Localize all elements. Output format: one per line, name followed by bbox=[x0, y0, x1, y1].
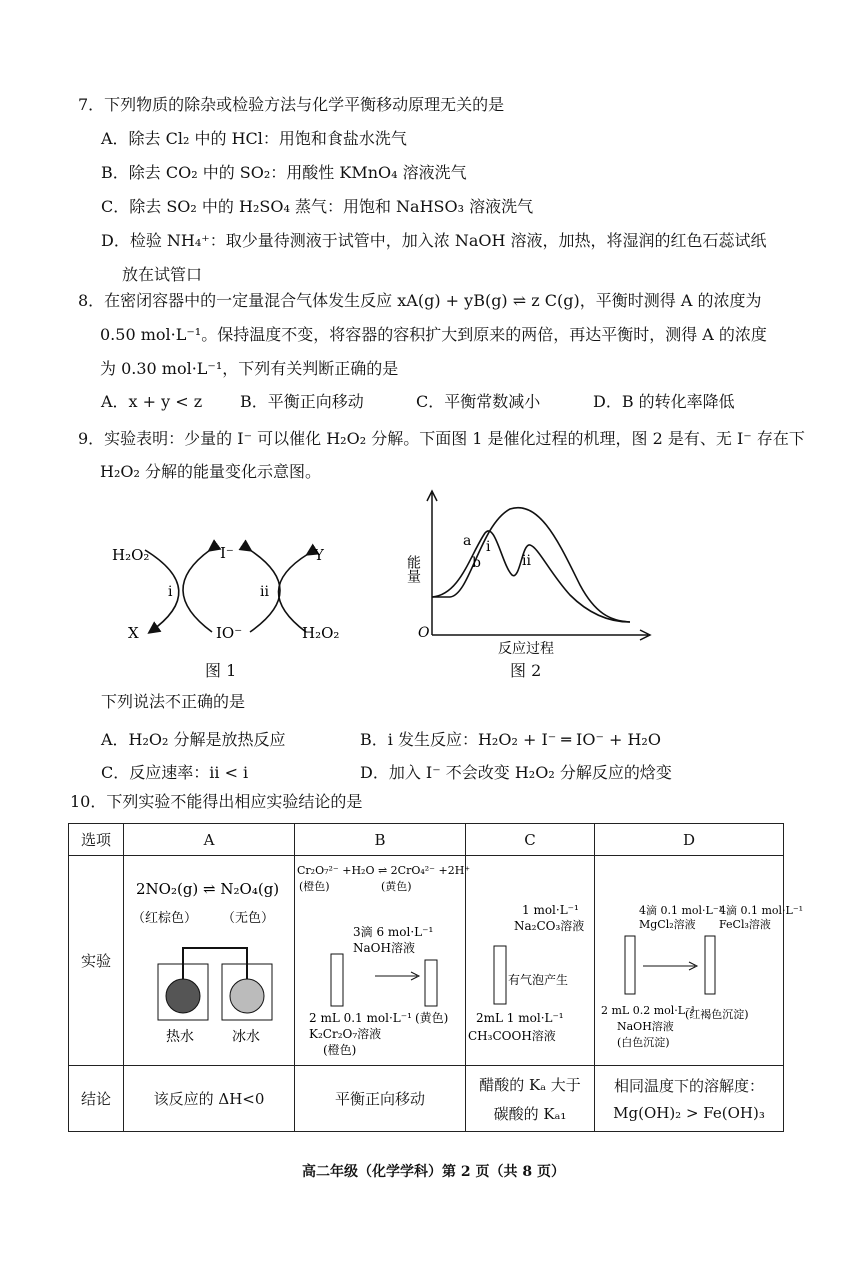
d-reagent2b: FeCl₃溶液 bbox=[719, 918, 771, 931]
header-b: B bbox=[295, 824, 466, 856]
fig1-arc-right-b bbox=[278, 554, 308, 632]
d-reagent1b: MgCl₂溶液 bbox=[639, 918, 696, 931]
header-a: A bbox=[124, 824, 295, 856]
c-reagent2: Na₂CO₃溶液 bbox=[514, 919, 585, 933]
conclusion-d-line2: Mg(OH)₂ > Fe(OH)₃ bbox=[613, 1104, 765, 1122]
a-hot-water: 热水 bbox=[166, 1029, 194, 1045]
q10-stem: 10．下列实验不能得出相应实验结论的是 bbox=[70, 792, 363, 811]
d-reagent1a: 4滴 0.1 mol·L⁻¹ bbox=[639, 904, 724, 917]
cell-b-experiment bbox=[295, 856, 471, 1066]
q8-stem-line2: 0.50 mol·L⁻¹。保持温度不变，将容器的容积扩大到原来的两倍，再达平衡时，测得 A 的浓度 bbox=[100, 325, 767, 344]
experiment-table bbox=[68, 823, 804, 1132]
experiment-a-figure bbox=[124, 856, 294, 1061]
fig2-caption: 图 2 bbox=[510, 661, 542, 680]
c-reagent1: 1 mol·L⁻¹ bbox=[522, 903, 579, 917]
c-vol2: CH₃COOH溶液 bbox=[468, 1029, 556, 1043]
fig1-step-ii: ii bbox=[260, 584, 269, 600]
conclusion-a: 该反应的 ΔH<0 bbox=[124, 1066, 295, 1132]
d-vol2: NaOH溶液 bbox=[617, 1020, 674, 1033]
header-option: 选项 bbox=[69, 824, 124, 856]
b-yellow-result: (黄色) bbox=[415, 1011, 449, 1025]
a-equation: 2NO₂(g) ⇌ N₂O₄(g) bbox=[136, 880, 280, 898]
q9-option-d: D．加入 I⁻ 不会改变 H₂O₂ 分解反应的焓变 bbox=[360, 763, 672, 782]
q7-option-c: C．除去 SO₂ 中的 H₂SO₄ 蒸气：用饱和 NaHSO₃ 溶液洗气 bbox=[101, 197, 534, 216]
q8-stem-line1: 8．在密闭容器中的一定量混合气体发生反应 xA(g) + yB(g) ⇌ z C(g)，平衡时测得 A 的浓度为 bbox=[78, 291, 762, 310]
fig1-arc-left bbox=[145, 550, 179, 632]
d-red-precip: (红褐色沉淀) bbox=[685, 1008, 749, 1021]
fig1-i-minus: I⁻ bbox=[220, 544, 234, 562]
a-ice-water: 冰水 bbox=[232, 1029, 260, 1045]
fig2-label-a: a bbox=[463, 533, 472, 549]
fig1-x: X bbox=[128, 624, 139, 642]
fig2-curve-b bbox=[432, 531, 630, 622]
q8-option-c: C．平衡常数减小 bbox=[416, 392, 541, 411]
b-vol1: 2 mL 0.1 mol·L⁻¹ bbox=[309, 1011, 412, 1025]
conclusion-d bbox=[595, 1066, 784, 1132]
cell-c-experiment bbox=[466, 856, 595, 1066]
row-label-conclusion: 结论 bbox=[69, 1066, 124, 1132]
fig2-label-b: b bbox=[472, 555, 481, 571]
q9-stem-line2: H₂O₂ 分解的能量变化示意图。 bbox=[100, 462, 321, 481]
q8-option-d: D．B 的转化率降低 bbox=[593, 392, 735, 411]
cell-a-experiment bbox=[124, 856, 295, 1066]
header-c: C bbox=[466, 824, 595, 856]
conclusion-d-line1: 相同温度下的溶解度： bbox=[613, 1077, 764, 1095]
q7-option-d: D．检验 NH₄⁺：取少量待测液于试管中，加入浓 NaOH 溶液，加热，将湿润的红色石蕊试纸 bbox=[101, 231, 767, 250]
cell-d-experiment bbox=[595, 856, 804, 1066]
header-d: D bbox=[595, 824, 784, 856]
c-bubble: 有气泡产生 bbox=[508, 973, 569, 987]
b-vol3: (橙色) bbox=[323, 1043, 357, 1057]
q9-option-a: A．H₂O₂ 分解是放热反应 bbox=[101, 730, 286, 749]
b-equation: Cr₂O₇²⁻ +H₂O ⇌ 2CrO₄²⁻ +2H⁺ bbox=[297, 864, 471, 877]
fig1-h2o2-left: H₂O₂ bbox=[112, 546, 150, 564]
figure-1-mechanism bbox=[100, 530, 370, 650]
conclusion-c bbox=[466, 1066, 595, 1132]
fig2-xlabel: 反应过程 bbox=[498, 641, 554, 657]
q9-stem-line1: 9．实验表明：少量的 I⁻ 可以催化 H₂O₂ 分解。下面图 1 是催化过程的机理，图 2 是有、无 I⁻ 存在下 bbox=[78, 429, 805, 448]
fig2-label-ii: ii bbox=[522, 553, 531, 569]
conclusion-b: 平衡正向移动 bbox=[295, 1066, 466, 1132]
fig2-label-i: i bbox=[486, 539, 491, 555]
d-vol1: 2 mL 0.2 mol·L⁻¹ bbox=[601, 1004, 696, 1017]
q7-option-b: B．除去 CO₂ 中的 SO₂：用酸性 KMnO₄ 溶液洗气 bbox=[101, 163, 467, 182]
fig2-origin: O bbox=[418, 625, 430, 641]
fig1-arc-left-b bbox=[183, 550, 212, 632]
fig1-y: Y bbox=[314, 546, 324, 564]
fig1-step-i: i bbox=[168, 584, 173, 600]
q9-option-b: B．i 发生反应：H₂O₂ + I⁻ ═ IO⁻ + H₂O bbox=[360, 730, 661, 749]
c-vol1: 2mL 1 mol·L⁻¹ bbox=[476, 1011, 564, 1025]
a-color1: （红棕色） bbox=[132, 911, 198, 926]
q8-option-b: B．平衡正向移动 bbox=[240, 392, 364, 411]
conclusion-c-line1: 醋酸的 Kₐ 大于 bbox=[479, 1075, 581, 1094]
a-flask-cold bbox=[230, 979, 264, 1013]
q9-prompt: 下列说法不正确的是 bbox=[101, 692, 246, 711]
fig1-caption: 图 1 bbox=[205, 661, 237, 680]
fig2-ylabel: 能量 bbox=[405, 555, 421, 583]
q7-option-a: A．除去 Cl₂ 中的 HCl：用饱和食盐水洗气 bbox=[101, 129, 407, 148]
b-orange: (橙色) bbox=[299, 880, 330, 893]
q8-stem-line3: 为 0.30 mol·L⁻¹，下列有关判断正确的是 bbox=[100, 359, 399, 378]
page-footer: 高二年级（化学学科）第 2 页（共 8 页） bbox=[302, 1164, 565, 1180]
d-white-precip: (白色沉淀) bbox=[617, 1036, 670, 1049]
a-flask-hot bbox=[166, 979, 200, 1013]
fig1-io-minus: IO⁻ bbox=[216, 624, 243, 642]
b-vol2: K₂Cr₂O₇溶液 bbox=[309, 1027, 382, 1041]
experiment-d-figure bbox=[595, 856, 804, 1061]
d-reagent2a: 4滴 0.1 mol·L⁻¹ bbox=[719, 904, 804, 917]
fig2-curve-a bbox=[432, 508, 630, 622]
row-label-experiment: 实验 bbox=[69, 856, 124, 1066]
b-drop2: NaOH溶液 bbox=[353, 941, 415, 955]
fig1-h2o2-right: H₂O₂ bbox=[302, 624, 340, 642]
q7-stem: 7．下列物质的除杂或检验方法与化学平衡移动原理无关的是 bbox=[78, 95, 505, 114]
b-drop1: 3滴 6 mol·L⁻¹ bbox=[353, 925, 434, 939]
a-color2: （无色） bbox=[222, 911, 275, 926]
q9-option-c: C．反应速率：ii < i bbox=[101, 763, 249, 782]
b-yellow-label: (黄色) bbox=[381, 880, 412, 893]
q8-option-a: A．x + y < z bbox=[101, 392, 203, 411]
figure-2-energy-diagram bbox=[405, 485, 660, 657]
conclusion-c-line2: 碳酸的 Kₐ₁ bbox=[493, 1104, 567, 1123]
experiment-b-figure bbox=[295, 856, 471, 1061]
experiment-c-figure bbox=[466, 856, 594, 1061]
q7-option-d-cont: 放在试管口 bbox=[122, 265, 203, 284]
